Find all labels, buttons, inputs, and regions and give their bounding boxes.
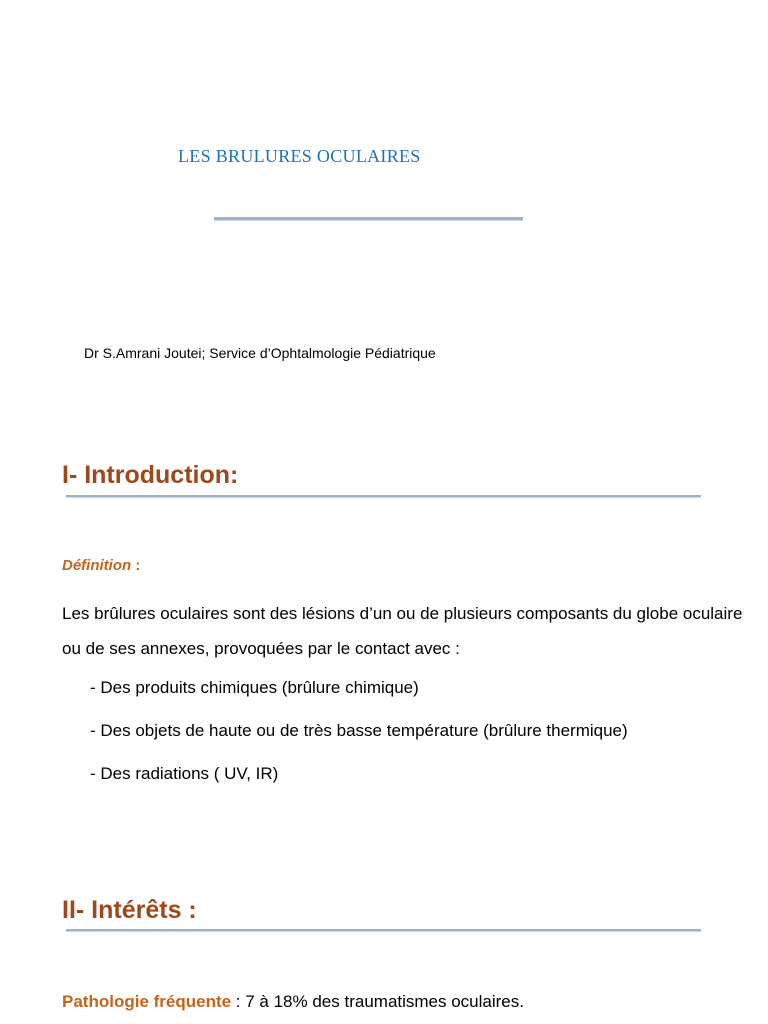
pathology-line xyxy=(62,992,524,1012)
definition-label-colon: : xyxy=(131,557,141,574)
pathology-label: Pathologie fréquente xyxy=(62,992,232,1011)
author-line: Dr S.Amrani Joutei; Service d’Ophtalmologie Pédiatrique xyxy=(84,345,436,361)
document-title: LES BRULURES OCULAIRES xyxy=(178,146,421,166)
list-item: - Des objets de haute ou de très basse température (brûlure thermique) xyxy=(90,721,628,740)
section-heading-interets: II- Intérêts : xyxy=(62,896,197,924)
definition-label-text: Définition xyxy=(62,557,132,574)
list-item: - Des radiations ( UV, IR) xyxy=(90,764,279,783)
pathology-text: : 7 à 18% des traumatismes oculaires. xyxy=(231,992,524,1011)
list-item: - Des produits chimiques (brûlure chimique) xyxy=(90,678,419,697)
definition-paragraph: Les brûlures oculaires sont des lésions d’un ou de plusieurs composants du globe oculaire ou de ses annexes, provoquées par le contact avec : xyxy=(62,604,743,658)
title-divider xyxy=(214,217,523,221)
section-divider-interets xyxy=(66,929,701,932)
section-divider-introduction xyxy=(66,495,701,498)
section-heading-introduction: I- Introduction: xyxy=(62,461,239,489)
definition-label xyxy=(62,557,140,574)
